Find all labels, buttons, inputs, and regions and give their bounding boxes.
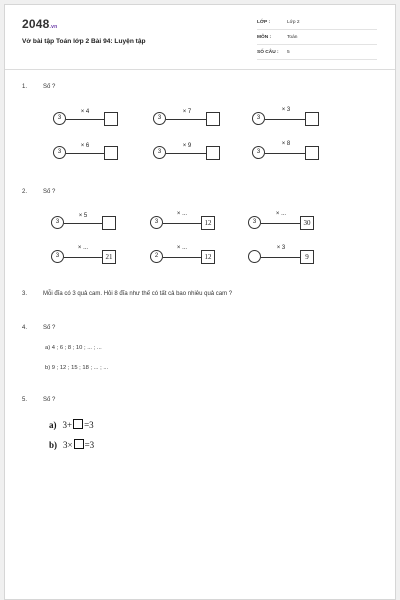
question-3-number: 3. [22, 291, 28, 297]
q2-operator: × 5 [78, 213, 88, 219]
q1-answer-box[interactable] [104, 146, 118, 160]
question-5-text: Số ? [43, 397, 56, 403]
q1-start-circle: 3 [153, 112, 166, 125]
q1-start-circle: 3 [252, 146, 265, 159]
header [5, 5, 395, 70]
q1-answer-box[interactable] [206, 146, 220, 160]
q2-operator: × ... [77, 245, 89, 251]
q1-arrow-line [265, 153, 305, 154]
q2-answer-box[interactable] [102, 216, 116, 230]
q2-start-circle: 3 [248, 216, 261, 229]
question-5b-equation: b) 3× =3 [49, 440, 95, 450]
question-2-text: Số ? [43, 189, 56, 195]
q2-operator: × ... [176, 211, 188, 217]
question-3-text: Mỗi đĩa có 3 quả cam. Hỏi 8 đĩa như thế có tất cả bao nhiêu quả cam ? [43, 291, 233, 297]
q1-operator: × 3 [281, 107, 291, 113]
q1-start-circle: 3 [53, 112, 66, 125]
q2-result-box: 9 [300, 250, 314, 264]
worksheet-page [4, 4, 396, 600]
question-5a-equation: a) 3+ =3 [49, 420, 94, 430]
q2-arrow-line [64, 223, 102, 224]
question-4-number: 4. [22, 325, 28, 331]
q1-arrow-line [265, 119, 305, 120]
meta-question-count: SỐ CÂU : 5 [257, 47, 377, 60]
site-logo[interactable]: 2048.vn [22, 17, 58, 31]
q2-operator: × 3 [276, 245, 286, 251]
q1-arrow-line [166, 119, 206, 120]
q2-result-box: 12 [201, 250, 215, 264]
q1-start-circle: 3 [153, 146, 166, 159]
question-4b-sequence: b) 9 ; 12 ; 15 ; 18 ; ... ; ... [45, 365, 109, 371]
q1-answer-box[interactable] [305, 146, 319, 160]
q1-operator: × 8 [281, 141, 291, 147]
q1-arrow-line [66, 119, 104, 120]
question-1-number: 1. [22, 84, 28, 90]
q1-operator: × 6 [80, 143, 90, 149]
q1-answer-box[interactable] [206, 112, 220, 126]
question-2-number: 2. [22, 189, 28, 195]
q2-operator: × ... [176, 245, 188, 251]
document-title: Vở bài tập Toán lớp 2 Bài 94: Luyện tập [22, 38, 146, 45]
question-1-text: Số ? [43, 84, 56, 90]
meta-subject: MÔN : Toán [257, 32, 377, 45]
q2-arrow-line [163, 257, 201, 258]
q1-operator: × 9 [182, 143, 192, 149]
question-5-number: 5. [22, 397, 28, 403]
q2-result-box: 12 [201, 216, 215, 230]
q1-answer-box[interactable] [104, 112, 118, 126]
q2-start-circle: 2 [150, 250, 163, 263]
q5b-answer-box[interactable] [74, 439, 84, 449]
q1-operator: × 7 [182, 109, 192, 115]
q5a-answer-box[interactable] [73, 419, 83, 429]
q2-start-circle: 3 [51, 250, 64, 263]
q2-start-circle: 3 [150, 216, 163, 229]
question-4-text: Số ? [43, 325, 56, 331]
q2-result-box: 30 [300, 216, 314, 230]
q1-start-circle: 3 [53, 146, 66, 159]
meta-class: LỚP : Lớp 2 [257, 17, 377, 30]
q2-result-box: 21 [102, 250, 116, 264]
q2-arrow-line [64, 257, 102, 258]
q1-answer-box[interactable] [305, 112, 319, 126]
q1-start-circle: 3 [252, 112, 265, 125]
q1-arrow-line [166, 153, 206, 154]
q2-arrow-line [261, 257, 300, 258]
q2-start-circle: 3 [51, 216, 64, 229]
q2-operator: × ... [275, 211, 287, 217]
q2-empty-start-circle[interactable] [248, 250, 261, 263]
q2-arrow-line [163, 223, 201, 224]
q2-arrow-line [261, 223, 300, 224]
q1-operator: × 4 [80, 109, 90, 115]
q1-arrow-line [66, 153, 104, 154]
question-4a-sequence: a) 4 ; 6 ; 8 ; 10 ; ... ; ... [45, 345, 102, 351]
